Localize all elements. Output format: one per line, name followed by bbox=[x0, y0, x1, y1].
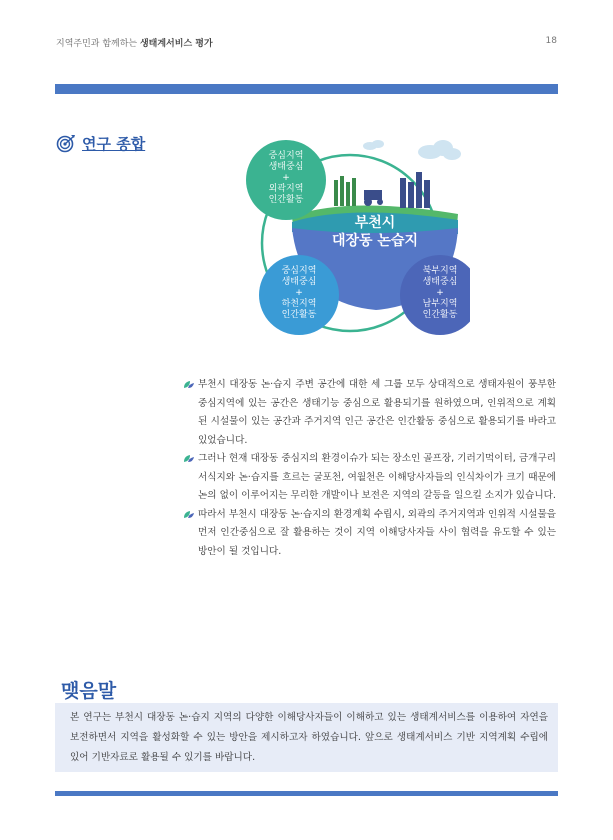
left-circle-line: 인간활동 bbox=[281, 310, 317, 320]
bullet-text: 그러나 현재 대장동 중심지의 환경이슈가 되는 장소인 골프장, 기러기먹이터, 금개구리 서식지와 논·습지를 흐르는 굴포천, 여월천은 이해당사자들의 인식차이가 크기 때문에 논의 없이 이루어지는 무리한 개발이나 보전은 지역의 갈등을 일으킬 소지가 있습니다. bbox=[198, 453, 556, 501]
page-header bbox=[56, 36, 557, 52]
center-title-line1: 부천시 bbox=[354, 215, 396, 231]
left-circle-line: 중심지역 bbox=[281, 266, 317, 276]
leaf-bullet-icon bbox=[183, 510, 195, 519]
center-title bbox=[300, 214, 450, 250]
conclusion-text: 본 연구는 부천시 대장동 논·습지 지역의 다양한 이해당사자들이 이해하고 있는 생태계서비스를 이용하여 자연을 보전하면서 지역을 활성화할 수 있는 방안을 제시하고자 하였습니다. 앞으로 생태계서비스 기반 지역계획 수립에 있어 기반자료로 활용될 수 있기를 바랍니다. bbox=[70, 712, 548, 763]
top-circle-line: 중심지역 bbox=[268, 151, 304, 161]
left-circle-line: 생태중심 bbox=[281, 277, 317, 287]
list-item bbox=[183, 506, 556, 562]
page-number: 18 bbox=[545, 36, 557, 46]
header-title-normal: 지역주민과 함께하는 bbox=[56, 39, 140, 49]
top-circle-line: 인간활동 bbox=[268, 195, 304, 205]
right-circle-line: 생태중심 bbox=[422, 277, 458, 287]
right-circle-line: 인간활동 bbox=[422, 310, 458, 320]
right-circle-line: + bbox=[436, 288, 444, 298]
bullet-list bbox=[183, 376, 556, 561]
list-item bbox=[183, 376, 556, 450]
right-circle-text bbox=[400, 266, 480, 321]
right-circle-line: 남부지역 bbox=[422, 299, 458, 309]
left-circle-line: 하천지역 bbox=[281, 299, 317, 309]
header-title-bold: 생태계서비스 평가 bbox=[139, 39, 213, 49]
bullet-text: 따라서 부천시 대장동 논·습지의 환경계획 수립시, 외곽의 주거지역과 인위적 시설물을 먼저 인간중심으로 잘 활용하는 것이 지역 이해당사자들 사이 협력을 유도할 수 있는 방안이 될 것입니다. bbox=[198, 508, 556, 557]
bullet-text: 부천시 대장동 논·습지 주변 공간에 대한 세 그룹 모두 상대적으로 생태자원이 풍부한 중심지역에 있는 공간은 생태기능 중심으로 활용되기를 원하였으며, 인위적으로 계획된 시설물이 있는 공간과 주거지역 인근 공간은 인간활동 중심으로 활용되기를 바라고 있었습니다. bbox=[198, 379, 557, 446]
leaf-bullet-icon bbox=[183, 380, 195, 389]
leaf-bullet-icon bbox=[183, 454, 195, 463]
cloud-icon bbox=[363, 140, 461, 160]
top-circle-text bbox=[246, 151, 326, 206]
top-circle-line: 외곽지역 bbox=[268, 184, 304, 194]
top-circle-line: + bbox=[282, 173, 290, 183]
target-icon bbox=[56, 133, 76, 153]
bottom-bar bbox=[55, 791, 558, 796]
header-title bbox=[56, 36, 213, 49]
top-circle-line: 생태중심 bbox=[268, 162, 304, 172]
left-circle-text bbox=[259, 266, 339, 321]
right-circle-line: 북부지역 bbox=[422, 266, 458, 276]
conclusion-title: 맺음말 bbox=[61, 680, 117, 702]
center-title-line2: 대장동 논습지 bbox=[331, 233, 419, 249]
list-item bbox=[183, 450, 556, 506]
top-bar bbox=[55, 84, 558, 94]
summary-diagram bbox=[230, 138, 470, 348]
left-circle-line: + bbox=[295, 288, 303, 298]
section-title: 연구 종합 bbox=[82, 135, 146, 153]
